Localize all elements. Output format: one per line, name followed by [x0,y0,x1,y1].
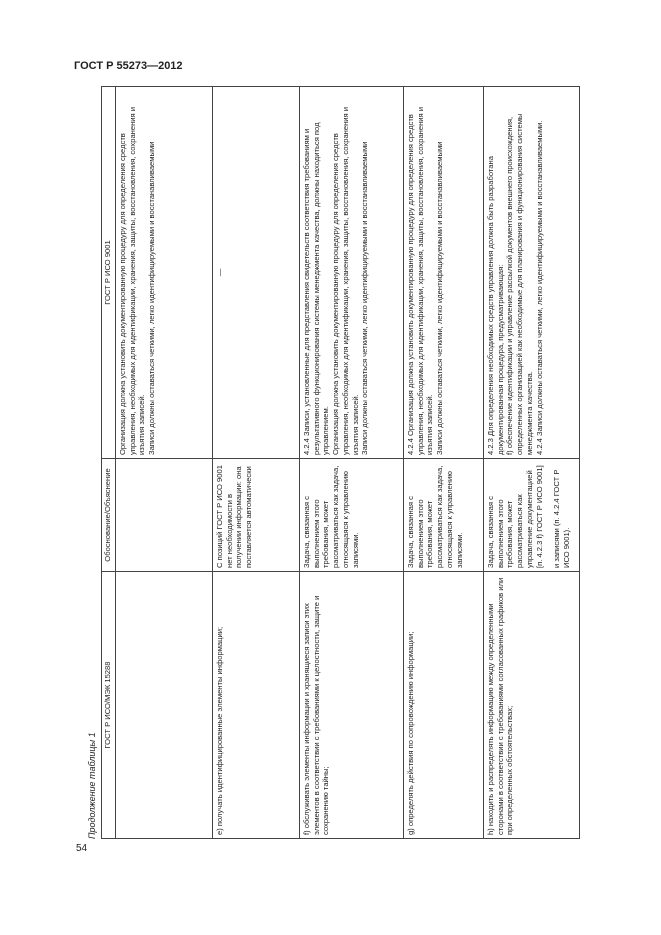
page-number: 54 [76,843,88,854]
cell-paragraph: Задача, связанная с выполнением этого требования, может рассматриваться как управление документацией [п. 4.2.3 f) ГОСТ Р ИСО 9001] [486,465,544,568]
cell-paragraph: Записи должны оставаться четкими, легко идентифицируемыми и восстанавливаемыми [435,141,445,455]
standard-header: ГОСТ Р 55273—2012 [74,60,183,72]
cell-iso-15288: f) обслуживать элементы информации и хранящиеся записи этих элементов в соответствии с требованиями к целостности, защите и сохранению тайны; [300,572,404,839]
table-row [484,87,580,839]
cell-iso-9001 [116,87,213,459]
cell-paragraph: f) обеспечение идентификации и управление рассылкой документов внешнего происхождения, определенных организацией как необходимые для планирования и функционирования системы менеджмента качества. [505,113,534,455]
cell-paragraph: Записи должны оставаться четкими, легко идентифицируемыми и восстанавливаемыми [147,141,157,455]
table-row [404,87,484,839]
cell-iso-9001 [213,87,300,459]
cell-rationale [116,459,213,572]
cell-iso-15288: g) определять действия по сопровождению информации; [404,572,484,839]
cell-paragraph: 4.2.4 Записи должны оставаться четкими, легко идентифицируемыми и восстанавливаемыми. [534,120,544,455]
cell-iso-15288: е) получать идентифицированные элементы информации; [213,572,300,839]
table-continuation-caption: Продолжение таблицы 1 [87,732,97,839]
cell-iso-9001 [404,87,484,459]
cell-paragraph: 4.2.4 Организация должна установить документированную процедуру для определения средств управления, необходимых для идентификации, хранения, защиты, восстановления, сохранения и изъятия записей. [406,107,435,455]
table-row [116,87,213,839]
cell-iso-15288: h) находить и распределять информацию между определенными сторонами в соответствии с требованиями согласованных графиков или при определенных обстоятельствах; [484,572,580,839]
comparison-table [101,86,580,839]
cell-paragraph: 4.2.3 Для определения необходимых средств управления должна быть разработана документированная процедура, предусматривающая: [486,156,505,455]
cell-iso-15288 [116,572,213,839]
cell-rationale: С позиций ГОСТ Р ИСО 9001 нет необходимости в получении информации: она поставляется автоматически [213,459,300,572]
column-header-iso-9001: ГОСТ Р ИСО 9001 [102,87,116,459]
column-header-rationale: Обоснование/Объяснение [102,459,116,572]
cell-paragraph: Записи должны оставаться четкими, легко идентифицируемыми и восстанавливаемыми [360,141,370,455]
table-row [300,87,404,839]
cell-paragraph: Организация должна установить документированную процедуру для определения средств управления, необходимых для идентификации, хранения, защиты, восстановления, сохранения и изъятия записей. [331,107,360,455]
table-header-row [102,87,116,839]
column-header-iso-15288: ГОСТ Р ИСО/МЭК 15288 [102,572,116,839]
cell-rationale: Задача, связанная с выполнением этого требования, может рассматриваться как задача, относящаяся к управлению записями. [300,459,404,572]
cell-rationale [484,459,580,572]
cell-iso-9001 [484,87,580,459]
cell-paragraph: и записями (п. 4.2.4 ГОСТ Р ИСО 9001). [552,469,572,568]
cell-paragraph: 4.2.4 Записи, установленные для представления свидетельств соответствия требованиям и результативного функционирования системы менеджмента качества, должны находиться под управлением. [302,122,331,455]
cell-rationale: Задача, связанная с выполнением этого требования, может рассматриваться как задача, относящаяся к управлению записями. [404,459,484,572]
table-row [213,87,300,839]
rotated-table-area [87,87,572,839]
cell-paragraph: — [215,268,224,277]
cell-iso-9001 [300,87,404,459]
cell-paragraph: Организация должна установить документированную процедуру для определения средств управления, необходимых для идентификации, хранения, защиты, восстановления, сохранения и изъятия записей. [118,107,147,455]
